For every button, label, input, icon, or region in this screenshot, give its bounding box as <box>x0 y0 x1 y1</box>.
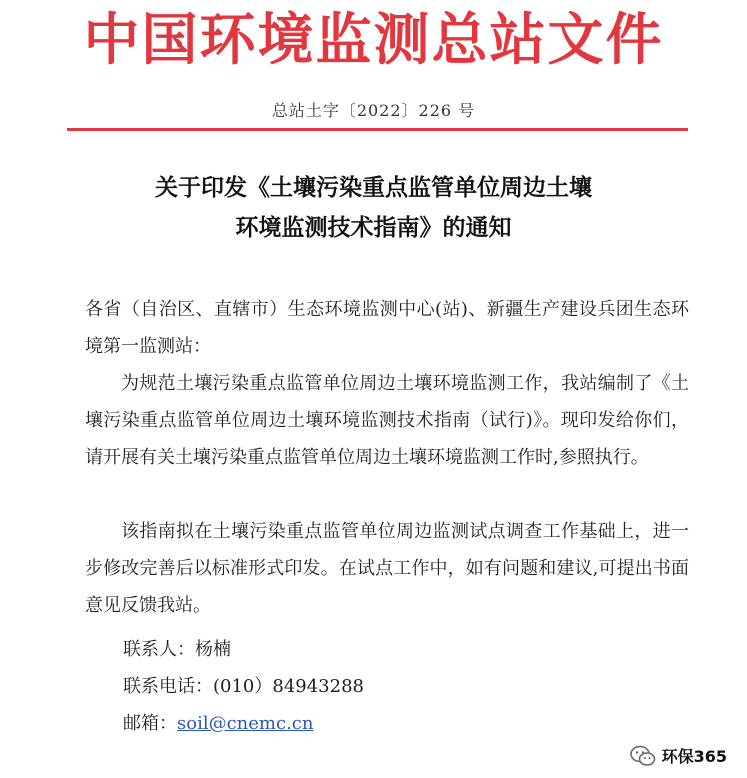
contact-phone-label: 联系电话： <box>123 676 213 697</box>
salutation: 各省（自治区、直辖市）生态环境监测中心(站)、新疆生产建设兵团生态环境第一监测站： <box>85 299 689 357</box>
contact-email <box>123 709 313 739</box>
contact-person-name: 杨楠 <box>195 639 231 660</box>
body-paragraph-1: 为规范土壤污染重点监管单位周边土壤环境监测工作，我站编制了《土壤污染重点监管单位周边土壤环境监测技术指南（试行)》。现印发给你们，请开展有关土壤污染重点监管单位周边土壤环境监测工作时,参照执行。 <box>85 373 689 468</box>
contact-email-label: 邮箱： <box>123 713 177 734</box>
contact-person-label: 联系人： <box>123 639 195 660</box>
contact-phone-number: (010）84943288 <box>213 676 364 697</box>
watermark-text: 环保365 <box>661 747 727 766</box>
document-masthead: 中国环境监测总站文件 <box>83 8 664 73</box>
email-link[interactable]: soil@cnemc.cn <box>177 713 314 734</box>
watermark <box>630 744 727 767</box>
contact-phone <box>123 672 364 702</box>
contact-person <box>123 635 231 665</box>
notice-title-line-2: 环境监测技术指南》的通知 <box>235 214 512 241</box>
notice-title-line-1: 关于印发《土壤污染重点监管单位周边土壤 <box>155 174 592 201</box>
body-paragraph-2: 该指南拟在土壤污染重点监管单位周边监测试点调查工作基础上，进一步修改完善后以标准形式印发。在试点工作中，如有问题和建议,可提出书面意见反馈我站。 <box>85 521 689 616</box>
document-number: 总站土字〔2022〕226 号 <box>271 101 476 120</box>
red-divider <box>67 128 688 131</box>
wechat-icon <box>630 745 656 767</box>
